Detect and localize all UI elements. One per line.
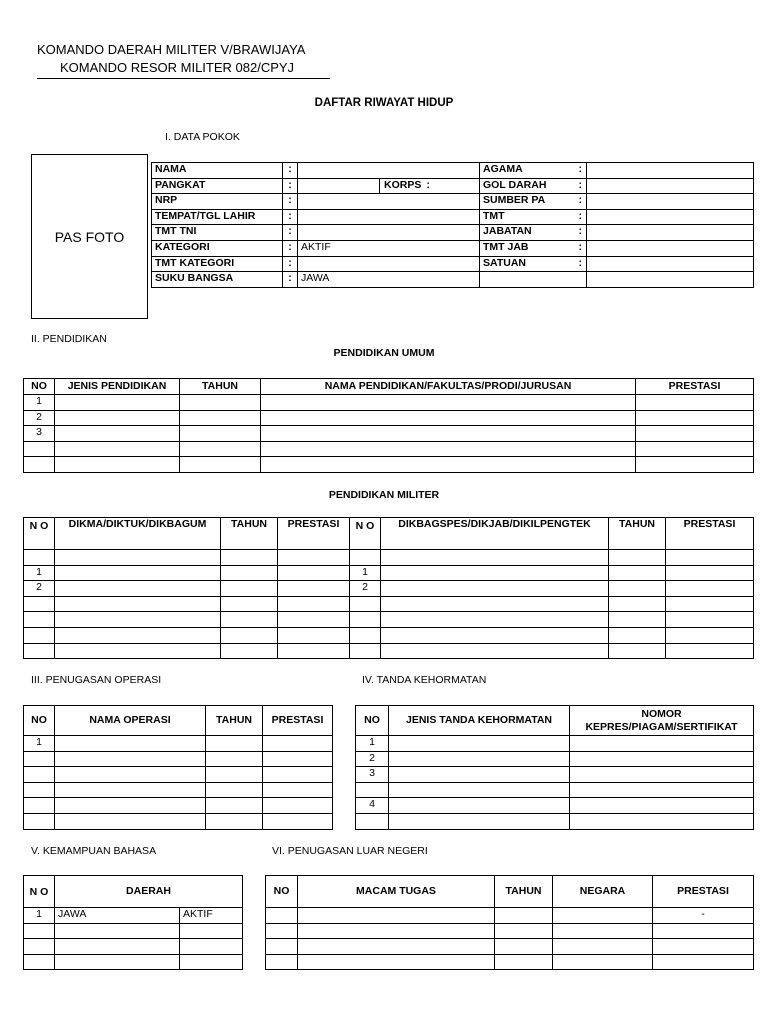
field-colon: : bbox=[283, 225, 298, 241]
header-line-2: KOMANDO RESOR MILITER 082/CPYJ bbox=[37, 60, 330, 79]
table-cell bbox=[206, 767, 263, 783]
table-cell bbox=[278, 550, 350, 566]
table-cell bbox=[666, 627, 754, 643]
table-cell bbox=[180, 441, 261, 457]
field-label-text: GOL DARAH bbox=[483, 178, 547, 191]
field-label bbox=[480, 272, 587, 288]
field-label: KATEGORI bbox=[152, 240, 283, 256]
table-cell bbox=[350, 550, 381, 566]
table-cell bbox=[55, 612, 221, 628]
kemampuan-bahasa-table bbox=[23, 875, 243, 970]
field-label-text: JABATAN bbox=[483, 225, 532, 238]
table-row bbox=[356, 813, 754, 829]
table-row bbox=[356, 751, 754, 767]
table-cell bbox=[266, 954, 298, 970]
table-cell bbox=[570, 767, 754, 783]
table-row bbox=[24, 596, 754, 612]
table-cell bbox=[55, 426, 180, 442]
field-value bbox=[298, 163, 480, 179]
table-cell bbox=[221, 565, 278, 581]
column-header: TAHUN bbox=[180, 379, 261, 395]
table-cell bbox=[266, 939, 298, 955]
table-cell bbox=[278, 643, 350, 659]
field-value bbox=[587, 163, 754, 179]
table-row bbox=[24, 581, 754, 597]
field-colon: : bbox=[578, 194, 583, 207]
field-label bbox=[480, 209, 587, 225]
field-label-text: TMT JAB bbox=[483, 240, 529, 253]
column-header: NOMOR KEPRES/PIAGAM/SERTIFIKAT bbox=[570, 706, 754, 736]
table-cell bbox=[24, 643, 55, 659]
field-colon: : bbox=[578, 209, 583, 222]
table-cell bbox=[24, 767, 55, 783]
field-colon: : bbox=[283, 209, 298, 225]
field-label bbox=[480, 240, 587, 256]
table-row bbox=[24, 426, 754, 442]
field-value bbox=[298, 209, 480, 225]
table-cell bbox=[653, 939, 754, 955]
table-row bbox=[266, 923, 754, 939]
field-colon: : bbox=[578, 225, 583, 238]
field-label: SUKU BANGSA bbox=[152, 272, 283, 288]
table-row bbox=[24, 410, 754, 426]
table-cell bbox=[221, 581, 278, 597]
table-cell bbox=[261, 395, 636, 411]
field-label: NAMA bbox=[152, 163, 283, 179]
table-cell bbox=[24, 798, 55, 814]
table-row bbox=[356, 767, 754, 783]
section-pendidikan: II. PENDIDIKAN bbox=[31, 333, 107, 345]
table-cell bbox=[609, 565, 666, 581]
table-cell bbox=[570, 798, 754, 814]
table-cell bbox=[180, 410, 261, 426]
table-cell bbox=[55, 767, 206, 783]
table-cell bbox=[609, 612, 666, 628]
table-row bbox=[24, 441, 754, 457]
table-cell bbox=[278, 565, 350, 581]
data-pokok-row bbox=[152, 194, 754, 210]
table-cell bbox=[24, 954, 55, 970]
field-label: TEMPAT/TGL LAHIR bbox=[152, 209, 283, 225]
table-row bbox=[24, 565, 754, 581]
field-colon: : bbox=[578, 240, 583, 253]
pendidikan-umum-table bbox=[23, 378, 754, 473]
table-row bbox=[356, 736, 754, 752]
table-row bbox=[266, 908, 754, 924]
table-cell bbox=[636, 395, 754, 411]
table-cell bbox=[278, 612, 350, 628]
table-cell bbox=[609, 643, 666, 659]
column-header: TAHUN bbox=[206, 706, 263, 736]
table-cell bbox=[55, 441, 180, 457]
table-cell: 3 bbox=[356, 767, 389, 783]
pendidikan-umum-title: PENDIDIKAN UMUM bbox=[333, 347, 435, 359]
table-cell bbox=[24, 939, 55, 955]
table-cell bbox=[350, 643, 381, 659]
table-cell bbox=[609, 627, 666, 643]
table-cell bbox=[55, 550, 221, 566]
pendidikan-militer-title: PENDIDIKAN MILITER bbox=[328, 489, 440, 501]
table-cell bbox=[261, 410, 636, 426]
field-value bbox=[587, 194, 754, 210]
table-cell bbox=[180, 939, 243, 955]
table-cell bbox=[389, 813, 570, 829]
table-cell bbox=[389, 798, 570, 814]
column-header: PRESTASI bbox=[278, 518, 350, 550]
table-cell bbox=[24, 550, 55, 566]
column-header: JENIS TANDA KEHORMATAN bbox=[389, 706, 570, 736]
table-cell bbox=[381, 627, 609, 643]
section-data-pokok: I. DATA POKOK bbox=[165, 131, 240, 143]
table-cell bbox=[263, 736, 333, 752]
table-cell bbox=[24, 923, 55, 939]
column-header: PRESTASI bbox=[636, 379, 754, 395]
tanda-kehormatan-table bbox=[355, 705, 754, 830]
table-cell bbox=[278, 581, 350, 597]
table-cell: 2 bbox=[350, 581, 381, 597]
table-cell bbox=[55, 410, 180, 426]
photo-box bbox=[31, 154, 148, 319]
field-colon: : bbox=[283, 194, 298, 210]
table-cell bbox=[653, 954, 754, 970]
table-cell bbox=[24, 596, 55, 612]
table-cell bbox=[570, 813, 754, 829]
pendidikan-militer-table bbox=[23, 517, 754, 659]
table-row bbox=[24, 395, 754, 411]
table-cell bbox=[180, 395, 261, 411]
table-row bbox=[24, 908, 243, 924]
table-cell bbox=[278, 596, 350, 612]
field-label bbox=[480, 178, 587, 194]
table-cell bbox=[261, 441, 636, 457]
field-label-text: TMT bbox=[483, 209, 505, 222]
table-cell bbox=[180, 954, 243, 970]
table-cell bbox=[389, 751, 570, 767]
table-row bbox=[24, 457, 754, 473]
table-row bbox=[24, 798, 333, 814]
penugasan-luar-negeri-table bbox=[265, 875, 754, 970]
table-cell bbox=[636, 441, 754, 457]
field-label bbox=[480, 163, 587, 179]
table-cell bbox=[553, 939, 653, 955]
table-cell bbox=[261, 426, 636, 442]
table-cell bbox=[609, 596, 666, 612]
column-header: N O bbox=[350, 518, 381, 550]
table-cell: 1 bbox=[24, 565, 55, 581]
field-label-text: SATUAN bbox=[483, 256, 526, 269]
table-cell bbox=[570, 782, 754, 798]
field-value: AKTIF bbox=[298, 240, 480, 256]
column-header: NO bbox=[24, 706, 55, 736]
table-cell bbox=[55, 798, 206, 814]
column-header: NO bbox=[356, 706, 389, 736]
field-label: NRP bbox=[152, 194, 283, 210]
column-header: MACAM TUGAS bbox=[298, 876, 495, 908]
field-label bbox=[480, 256, 587, 272]
column-header: PRESTASI bbox=[263, 706, 333, 736]
table-cell bbox=[553, 923, 653, 939]
table-row bbox=[24, 736, 333, 752]
column-header: NEGARA bbox=[553, 876, 653, 908]
field-colon: : bbox=[283, 240, 298, 256]
field-value bbox=[298, 225, 480, 241]
table-cell bbox=[609, 581, 666, 597]
field-label: TMT TNI bbox=[152, 225, 283, 241]
data-pokok-row bbox=[152, 163, 754, 179]
data-pokok-row bbox=[152, 209, 754, 225]
table-cell: 3 bbox=[24, 426, 55, 442]
table-row bbox=[24, 550, 754, 566]
table-cell bbox=[666, 596, 754, 612]
field-label bbox=[480, 194, 587, 210]
section-tanda-kehormatan: IV. TANDA KEHORMATAN bbox=[362, 674, 487, 686]
table-row bbox=[24, 954, 243, 970]
column-header: DIKBAGSPES/DIKJAB/DIKILPENGTEK bbox=[381, 518, 609, 550]
table-cell bbox=[389, 736, 570, 752]
table-cell bbox=[180, 923, 243, 939]
table-cell bbox=[206, 813, 263, 829]
table-cell bbox=[55, 751, 206, 767]
table-cell: 1 bbox=[350, 565, 381, 581]
table-cell: AKTIF bbox=[180, 908, 243, 924]
table-row bbox=[266, 954, 754, 970]
table-row bbox=[24, 939, 243, 955]
column-header: PRESTASI bbox=[666, 518, 754, 550]
table-cell bbox=[636, 457, 754, 473]
table-row bbox=[24, 767, 333, 783]
table-cell bbox=[495, 923, 553, 939]
column-header: N O bbox=[24, 518, 55, 550]
table-cell bbox=[24, 782, 55, 798]
table-cell bbox=[495, 939, 553, 955]
table-cell: 2 bbox=[24, 410, 55, 426]
table-cell bbox=[266, 923, 298, 939]
field-colon: : bbox=[283, 163, 298, 179]
data-pokok-row bbox=[152, 272, 754, 288]
table-cell bbox=[221, 627, 278, 643]
column-header: DIKMA/DIKTUK/DIKBAGUM bbox=[55, 518, 221, 550]
table-row bbox=[356, 782, 754, 798]
table-cell bbox=[666, 581, 754, 597]
table-cell bbox=[298, 908, 495, 924]
table-cell bbox=[495, 908, 553, 924]
column-header: TAHUN bbox=[609, 518, 666, 550]
table-cell: 1 bbox=[356, 736, 389, 752]
table-cell bbox=[356, 813, 389, 829]
table-cell bbox=[298, 954, 495, 970]
table-row bbox=[356, 798, 754, 814]
table-row bbox=[24, 751, 333, 767]
table-cell bbox=[55, 643, 221, 659]
table-row bbox=[24, 627, 754, 643]
table-cell bbox=[381, 581, 609, 597]
table-cell bbox=[261, 457, 636, 473]
section-penugasan-operasi: III. PENUGASAN OPERASI bbox=[31, 674, 162, 686]
table-cell bbox=[389, 767, 570, 783]
table-cell bbox=[55, 395, 180, 411]
section-kemampuan-bahasa: V. KEMAMPUAN BAHASA bbox=[31, 845, 157, 857]
table-cell bbox=[666, 550, 754, 566]
data-pokok-row bbox=[152, 256, 754, 272]
table-cell bbox=[653, 923, 754, 939]
table-cell bbox=[221, 643, 278, 659]
korps-label bbox=[380, 178, 480, 194]
table-cell bbox=[206, 736, 263, 752]
field-value bbox=[587, 256, 754, 272]
table-cell: 4 bbox=[356, 798, 389, 814]
table-cell bbox=[221, 612, 278, 628]
table-cell bbox=[350, 596, 381, 612]
table-cell bbox=[24, 612, 55, 628]
field-colon: : bbox=[283, 272, 298, 288]
field-value: JAWA bbox=[298, 272, 480, 288]
field-label-text: SUMBER PA bbox=[483, 194, 546, 207]
table-cell: JAWA bbox=[55, 908, 180, 924]
page-title: DAFTAR RIWAYAT HIDUP bbox=[314, 97, 454, 109]
table-cell bbox=[666, 612, 754, 628]
table-cell: 2 bbox=[24, 581, 55, 597]
table-cell bbox=[55, 813, 206, 829]
data-pokok-row bbox=[152, 225, 754, 241]
field-value bbox=[298, 194, 480, 210]
table-row bbox=[24, 782, 333, 798]
table-cell bbox=[24, 457, 55, 473]
korps-label-text: KORPS bbox=[384, 178, 422, 191]
field-colon: : bbox=[283, 178, 298, 194]
field-colon: : bbox=[578, 178, 583, 191]
field-label: TMT KATEGORI bbox=[152, 256, 283, 272]
table-cell bbox=[55, 457, 180, 473]
table-cell: 2 bbox=[356, 751, 389, 767]
field-colon: : bbox=[283, 256, 298, 272]
table-cell bbox=[55, 782, 206, 798]
data-pokok-row bbox=[152, 240, 754, 256]
table-cell bbox=[206, 782, 263, 798]
field-value bbox=[298, 256, 480, 272]
table-cell bbox=[206, 751, 263, 767]
table-cell bbox=[381, 643, 609, 659]
column-header: NO bbox=[24, 379, 55, 395]
table-cell bbox=[55, 565, 221, 581]
table-cell bbox=[389, 782, 570, 798]
table-row bbox=[24, 643, 754, 659]
field-colon: : bbox=[578, 256, 583, 269]
photo-label: PAS FOTO bbox=[54, 228, 125, 245]
table-cell bbox=[350, 627, 381, 643]
table-cell bbox=[24, 813, 55, 829]
table-cell bbox=[55, 923, 180, 939]
field-label: PANGKAT bbox=[152, 178, 283, 194]
table-cell bbox=[263, 767, 333, 783]
table-cell bbox=[298, 939, 495, 955]
table-cell bbox=[24, 751, 55, 767]
field-value bbox=[298, 178, 380, 194]
table-cell bbox=[180, 457, 261, 473]
table-cell bbox=[221, 596, 278, 612]
table-cell bbox=[609, 550, 666, 566]
table-cell bbox=[666, 565, 754, 581]
table-cell bbox=[298, 923, 495, 939]
field-value bbox=[587, 240, 754, 256]
field-value bbox=[587, 209, 754, 225]
table-cell bbox=[381, 612, 609, 628]
table-cell bbox=[356, 782, 389, 798]
column-header: NAMA OPERASI bbox=[55, 706, 206, 736]
table-row bbox=[24, 923, 243, 939]
table-cell bbox=[55, 954, 180, 970]
column-header: TAHUN bbox=[221, 518, 278, 550]
table-cell bbox=[263, 798, 333, 814]
table-cell bbox=[55, 627, 221, 643]
korps-colon: : bbox=[426, 178, 430, 191]
field-colon: : bbox=[578, 163, 583, 175]
section-penugasan-luar-negeri: VI. PENUGASAN LUAR NEGERI bbox=[272, 845, 428, 857]
table-row bbox=[266, 939, 754, 955]
field-label bbox=[480, 225, 587, 241]
field-value bbox=[587, 225, 754, 241]
table-cell: 1 bbox=[24, 395, 55, 411]
table-cell bbox=[570, 751, 754, 767]
table-cell bbox=[381, 596, 609, 612]
table-cell bbox=[350, 612, 381, 628]
table-cell bbox=[553, 908, 653, 924]
field-value bbox=[587, 178, 754, 194]
table-cell bbox=[263, 782, 333, 798]
column-header: DAERAH bbox=[55, 876, 243, 908]
table-cell bbox=[636, 410, 754, 426]
table-cell bbox=[553, 954, 653, 970]
column-header: TAHUN bbox=[495, 876, 553, 908]
table-cell: - bbox=[653, 908, 754, 924]
table-cell: 1 bbox=[24, 908, 55, 924]
table-row bbox=[24, 612, 754, 628]
table-cell bbox=[55, 736, 206, 752]
data-pokok-table bbox=[151, 162, 754, 288]
table-cell bbox=[381, 565, 609, 581]
table-cell bbox=[55, 939, 180, 955]
table-cell bbox=[24, 441, 55, 457]
table-cell bbox=[206, 798, 263, 814]
table-cell bbox=[666, 643, 754, 659]
table-cell bbox=[278, 627, 350, 643]
table-cell bbox=[221, 550, 278, 566]
table-cell bbox=[570, 736, 754, 752]
table-cell bbox=[263, 751, 333, 767]
table-cell bbox=[55, 596, 221, 612]
table-row bbox=[24, 813, 333, 829]
field-value bbox=[587, 272, 754, 288]
column-header: JENIS PENDIDIKAN bbox=[55, 379, 180, 395]
column-header: N O bbox=[24, 876, 55, 908]
column-header: PRESTASI bbox=[653, 876, 754, 908]
table-cell bbox=[636, 426, 754, 442]
table-cell bbox=[495, 954, 553, 970]
data-pokok-row bbox=[152, 178, 754, 194]
header-line-1: KOMANDO DAERAH MILITER V/BRAWIJAYA bbox=[37, 42, 306, 57]
column-header: NO bbox=[266, 876, 298, 908]
table-cell bbox=[24, 627, 55, 643]
table-cell bbox=[381, 550, 609, 566]
field-label-text: AGAMA bbox=[483, 163, 523, 175]
table-cell: 1 bbox=[24, 736, 55, 752]
table-cell bbox=[266, 908, 298, 924]
column-header: NAMA PENDIDIKAN/FAKULTAS/PRODI/JURUSAN bbox=[261, 379, 636, 395]
penugasan-operasi-table bbox=[23, 705, 333, 830]
table-cell bbox=[180, 426, 261, 442]
table-cell bbox=[55, 581, 221, 597]
table-cell bbox=[263, 813, 333, 829]
